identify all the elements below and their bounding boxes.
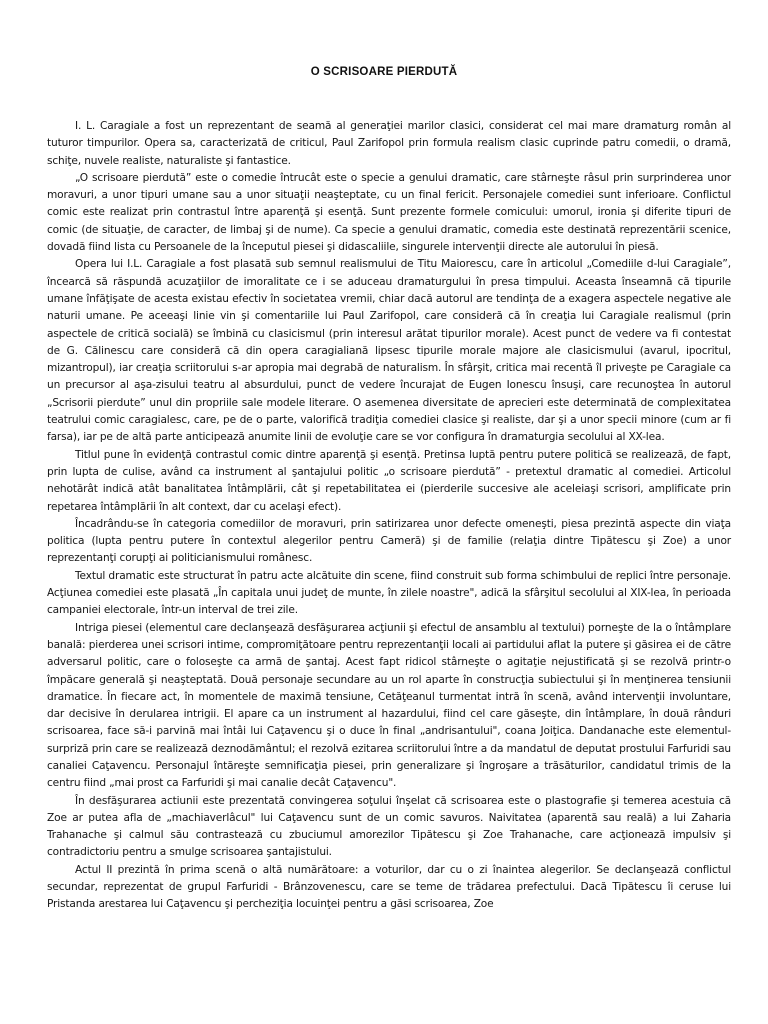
- paragraph: Textul dramatic este structurat în patru acte alcătuite din scene, fiind construit sub forma schimbului de replici între personaje. Acţiunea comediei este plasată „În capitala unui judeţ de munte, în zilele noastre", adică la sfârşitul secolului al XIX-lea, în perioada campaniei electorale, într-un interval de trei zile.: [47, 569, 731, 617]
- paragraph: Intriga piesei (elementul care declanşează desfăşurarea acţiunii şi efectul de ansamblu al textului) porneşte de la o întâmplare banală: pierderea unei scrisori intime, compromiţătoare pentru reprezentanţii locali ai partidului aflat la putere şi găsirea ei de către adversarul politic, care o foloseşte ca armă de şantaj. Acest fapt ridicol stârneşte o agitaţie nejustificată şi se rezolvă printr-o împăcare generală şi neaşteptată. Două personaje secundare au un rol aparte în construcţia subiectului şi în menţinerea tensiunii dramatice. În fiecare act, în momentele de maximă tensiune, Cetăţeanul turmentat intră în scenă, având intervenţii involuntare, dar decisive în derularea intrigii. El apare ca un instrument al hazardului, fiind cel care găseşte, din întâmplare, în două rânduri scrisoarea, face să-i parvină mai întâi lui Caţavencu şi o duce în final „andrisantului", coana Joiţica. Dandanache este elementul-surpriză prin care se realizează deznodământul; el rezolvă ezitarea scriitorului între a da mandatul de deputat prostului Farfuridi sau canaliei Caţavencu. Personajul întăreşte semnificaţia piesei, prin generalizare şi îngroşare a trăsăturilor, candidatul trimis de la centru fiind „mai prost ca Farfuridi şi mai canalie decât Caţavencu".: [47, 621, 731, 790]
- paragraph: În desfăşurarea actiunii este prezentată convingerea soţului înşelat că scrisoarea este o plastografie şi temerea acestuia că Zoe ar putea afla de „machiaverlâcul" lui Caţavencu sunt de un comic savuros. Naivitatea (aparentă sau reală) a lui Zaharia Trahanache şi calmul său contrastează cu zbuciumul amorezilor Tipătescu şi Zoe Trahanache, care acţionează impulsiv şi contradictoriu pentru a smulge scrisoarea şantajistului.: [47, 794, 731, 859]
- page-title: O SCRISOARE PIERDUTĂ: [310, 66, 458, 78]
- paragraph: „O scrisoare pierdută” este o comedie întrucât este o specie a genului dramatic, care stârneşte râsul prin surprinderea unor moravuri, a unor tipuri umane sau a unor situaţii neaşteptate, cu un final fericit. Personajele comediei sunt inferioare. Conflictul comic este realizat prin contrastul între aparenţă şi esenţă. Sunt prezente formele comicului: umorul, ironia şi diferite tipuri de comic (de situaţie, de caracter, de limbaj şi de nume). Ca specie a genului dramatic, comedia este destinată reprezentării scenice, dovadă fiind lista cu Persoanele de la începutul piesei şi didascaliile, singurele intervenţii directe ale autorului în piesă.: [47, 171, 731, 254]
- paragraph: Opera lui I.L. Caragiale a fost plasată sub semnul realismului de Titu Maiorescu, care în articolul „Comediile d-lui Caragiale”, încearcă să răspundă acuzaţiilor de imoralitate ce i se aduceau dramaturgului în presa timpului. Aceasta înseamnă că tipurile umane înfăţişate de acesta existau efectiv în societatea vremii, chiar dacă autorul are tendinţa de a exagera aspectele negative ale naturii umane. Pe aceeaşi linie vin şi comentariile lui Paul Zarifopol, care consideră că în creaţia lui Caragiale realismul (prin aspectele de critică socială) se îmbină cu clasicismul (prin interesul arătat tipurilor morale). Acest punct de vedere va fi contestat de G. Călinescu care consideră că din opera caragialiană lipsesc tipurile morale majore ale clasicismului (avarul, ipocritul, mizantropul), iar creaţia scriitorului s-ar apropia mai degrabă de naturalism. În sfârşit, critica mai recentă îl priveşte pe Caragiale ca un precursor al aşa-zisului teatru al absurdului, punct de vedere încurajat de Eugen Ionescu însuşi, care recunoştea în autorul „Scrisorii pierdute” unul din propriile sale modele literare. O asemenea diversitate de aprecieri este determinată de complexitatea teatrului comic caragialesc, care, pe de o parte, valorifică tradiţia comediei clasice şi realiste, dar şi a unor specii minore (cum ar fi farsa), iar pe de altă parte anticipează anumite linii de evoluţie care se vor configura în dramaturgia secolului al XX-lea.: [47, 258, 731, 444]
- paragraph: Încadrându-se în categoria comediilor de moravuri, prin satirizarea unor defecte omeneşti, piesa prezintă aspecte din viaţa politica (lupta pentru putere în contextul alegerilor pentru Cameră) şi de familie (relaţia dintre Tipătescu şi Zoe) a unor reprezentanţi corupţi ai politicianismului românesc.: [47, 517, 731, 565]
- document-body: [47, 118, 731, 914]
- paragraph: Actul II prezintă în prima scenă o altă numărătoare: a voturilor, dar cu o zi înaintea alegerilor. Se declanşează conflictul secundar, reprezentat de grupul Farfuridi - Brânzovenescu, care se teme de trădarea prefectului. Dacă Tipătescu îi ceruse lui Pristanda arestarea lui Caţavencu şi percheziţia locuinţei pentru a găsi scrisoarea, Zoe: [47, 863, 731, 911]
- paragraph: Titlul pune în evidenţă contrastul comic dintre aparenţă şi esenţă. Pretinsa luptă pentru putere politică se realizează, de fapt, prin lupta de culise, având ca instrument al şantajului politic „o scrisoare pierdută” - pretextul dramatic al comediei. Articolul nehotărât indică atât banalitatea întâmplării, cât şi repetabilitatea ei (pierderile succesive ale aceleiaşi scrisori, amplificate prin repetarea întâmplării în alt context, dar cu acelaşi efect).: [47, 448, 731, 513]
- paragraph: I. L. Caragiale a fost un reprezentant de seamă al generaţiei marilor clasici, considerat cel mai mare dramaturg român al tuturor timpurilor. Opera sa, caracterizată de criticul, Paul Zarifopol prin formula realism clasic cuprinde patru comedii, o dramă, schiţe, nuvele realiste, naturaliste şi fantastice.: [47, 120, 731, 167]
